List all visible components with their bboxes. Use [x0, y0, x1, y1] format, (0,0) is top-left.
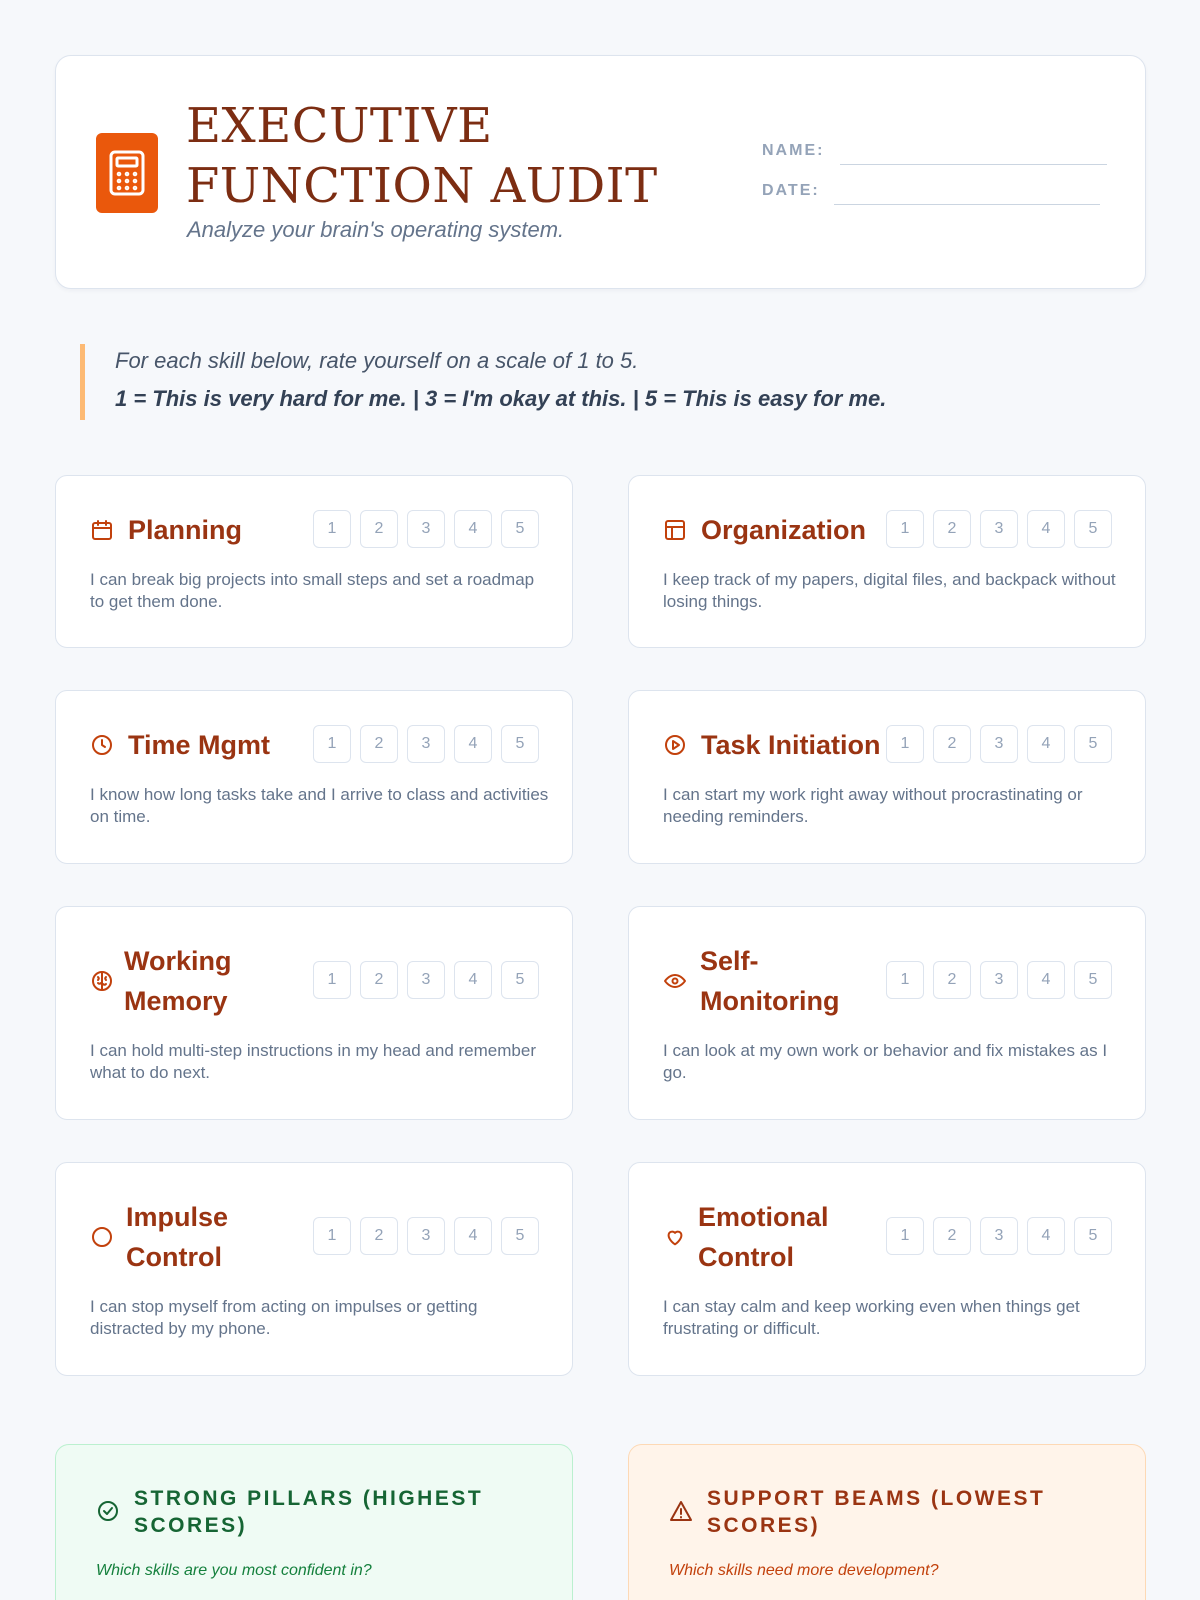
rating-legend: 1 = This is very hard for me. | 3 = I'm okay at this. | 5 = This is easy for me.	[115, 386, 887, 411]
rating-2[interactable]: 2	[933, 1217, 971, 1255]
circle-icon	[90, 1225, 114, 1249]
rating-3[interactable]: 3	[407, 1217, 445, 1255]
rating-1[interactable]: 1	[313, 725, 351, 763]
rating-3[interactable]: 3	[980, 510, 1018, 548]
skill-card-planning	[55, 475, 573, 648]
instruction-line: For each skill below, rate yourself on a scale of 1 to 5.	[115, 348, 639, 373]
header-card	[55, 55, 1146, 289]
rating-2[interactable]: 2	[933, 725, 971, 763]
support-beams-card	[628, 1444, 1146, 1600]
rating-5[interactable]: 5	[1074, 725, 1112, 763]
rating-scale	[313, 961, 539, 999]
warning-triangle-icon	[669, 1499, 693, 1523]
calendar-icon	[90, 518, 114, 542]
support-beams-title: SUPPORT BEAMS (LOWEST SCORES)	[707, 1487, 1046, 1537]
skill-title: Planning	[128, 515, 242, 545]
strong-pillars-prompt: Which skills are you most confident in?	[96, 1562, 372, 1579]
rating-5[interactable]: 5	[501, 1217, 539, 1255]
rating-scale	[313, 725, 539, 763]
page-title: EXECUTIVE FUNCTION AUDIT	[186, 98, 658, 214]
rating-scale	[313, 1217, 539, 1255]
rating-5[interactable]: 5	[501, 725, 539, 763]
rating-1[interactable]: 1	[313, 1217, 351, 1255]
skill-description: I can hold multi-step instructions in my head and remember what to do next.	[90, 1041, 536, 1082]
rating-2[interactable]: 2	[360, 961, 398, 999]
skill-title: Emotional Control	[698, 1202, 829, 1272]
calculator-icon	[107, 149, 147, 197]
rating-2[interactable]: 2	[933, 510, 971, 548]
rating-3[interactable]: 3	[407, 725, 445, 763]
rating-5[interactable]: 5	[1074, 1217, 1112, 1255]
rating-5[interactable]: 5	[501, 510, 539, 548]
skill-title: Self-Monitoring	[700, 946, 840, 1016]
rating-4[interactable]: 4	[454, 961, 492, 999]
brain-icon	[90, 969, 114, 993]
skill-card-time-mgmt	[55, 690, 573, 864]
skill-card-working-memory	[55, 906, 573, 1120]
skill-card-organization	[628, 475, 1146, 648]
skill-title: Working Memory	[124, 946, 232, 1016]
rating-1[interactable]: 1	[886, 725, 924, 763]
rating-1[interactable]: 1	[313, 510, 351, 548]
rating-4[interactable]: 4	[1027, 510, 1065, 548]
rating-4[interactable]: 4	[454, 725, 492, 763]
rating-3[interactable]: 3	[980, 725, 1018, 763]
rating-2[interactable]: 2	[360, 510, 398, 548]
date-label: DATE:	[762, 182, 820, 199]
skill-description: I keep track of my papers, digital files, and backpack without losing things.	[663, 570, 1116, 611]
rating-4[interactable]: 4	[1027, 725, 1065, 763]
skill-title: Task Initiation	[701, 730, 881, 760]
rating-3[interactable]: 3	[407, 961, 445, 999]
skill-card-task-initiation	[628, 690, 1146, 864]
heart-icon	[663, 1225, 687, 1249]
rating-scale	[886, 510, 1112, 548]
rating-2[interactable]: 2	[360, 1217, 398, 1255]
skill-description: I can stay calm and keep working even when things get frustrating or difficult.	[663, 1297, 1080, 1338]
rating-5[interactable]: 5	[1074, 510, 1112, 548]
instructions	[80, 344, 980, 420]
strong-pillars-card	[55, 1444, 573, 1600]
rating-4[interactable]: 4	[1027, 961, 1065, 999]
rating-scale	[313, 510, 539, 548]
skill-description: I know how long tasks take and I arrive to class and activities on time.	[90, 785, 549, 826]
rating-2[interactable]: 2	[360, 725, 398, 763]
name-label: NAME:	[762, 142, 825, 159]
support-beams-prompt: Which skills need more development?	[669, 1562, 939, 1579]
skill-title: Time Mgmt	[128, 730, 271, 760]
rating-scale	[886, 1217, 1112, 1255]
skill-description: I can stop myself from acting on impulses or getting distracted by my phone.	[90, 1297, 478, 1338]
date-field[interactable]	[834, 204, 1100, 205]
rating-1[interactable]: 1	[313, 961, 351, 999]
rating-4[interactable]: 4	[1027, 1217, 1065, 1255]
rating-5[interactable]: 5	[1074, 961, 1112, 999]
rating-5[interactable]: 5	[501, 961, 539, 999]
rating-1[interactable]: 1	[886, 510, 924, 548]
eye-icon	[663, 969, 687, 993]
rating-3[interactable]: 3	[407, 510, 445, 548]
strong-pillars-title: STRONG PILLARS (HIGHEST SCORES)	[134, 1487, 484, 1537]
rating-scale	[886, 961, 1112, 999]
skill-title: Impulse Control	[126, 1202, 229, 1272]
rating-scale	[886, 725, 1112, 763]
skill-description: I can start my work right away without procrastinating or needing reminders.	[663, 785, 1083, 826]
rating-4[interactable]: 4	[454, 1217, 492, 1255]
play-circle-icon	[663, 733, 687, 757]
rating-4[interactable]: 4	[454, 510, 492, 548]
page-subtitle: Analyze your brain's operating system.	[187, 217, 565, 242]
name-field[interactable]	[840, 164, 1107, 165]
rating-1[interactable]: 1	[886, 961, 924, 999]
skill-title: Organization	[701, 515, 867, 545]
rating-3[interactable]: 3	[980, 961, 1018, 999]
skill-card-emotional-control	[628, 1162, 1146, 1376]
skill-card-impulse-control	[55, 1162, 573, 1376]
rating-2[interactable]: 2	[933, 961, 971, 999]
skill-description: I can break big projects into small steps and set a roadmap to get them done.	[90, 570, 535, 611]
logo	[96, 133, 158, 213]
check-circle-icon	[96, 1499, 120, 1523]
rating-3[interactable]: 3	[980, 1217, 1018, 1255]
skill-description: I can look at my own work or behavior and fix mistakes as I go.	[663, 1041, 1108, 1082]
clock-icon	[90, 733, 114, 757]
rating-1[interactable]: 1	[886, 1217, 924, 1255]
skill-card-self-monitoring	[628, 906, 1146, 1120]
layout-icon	[663, 518, 687, 542]
